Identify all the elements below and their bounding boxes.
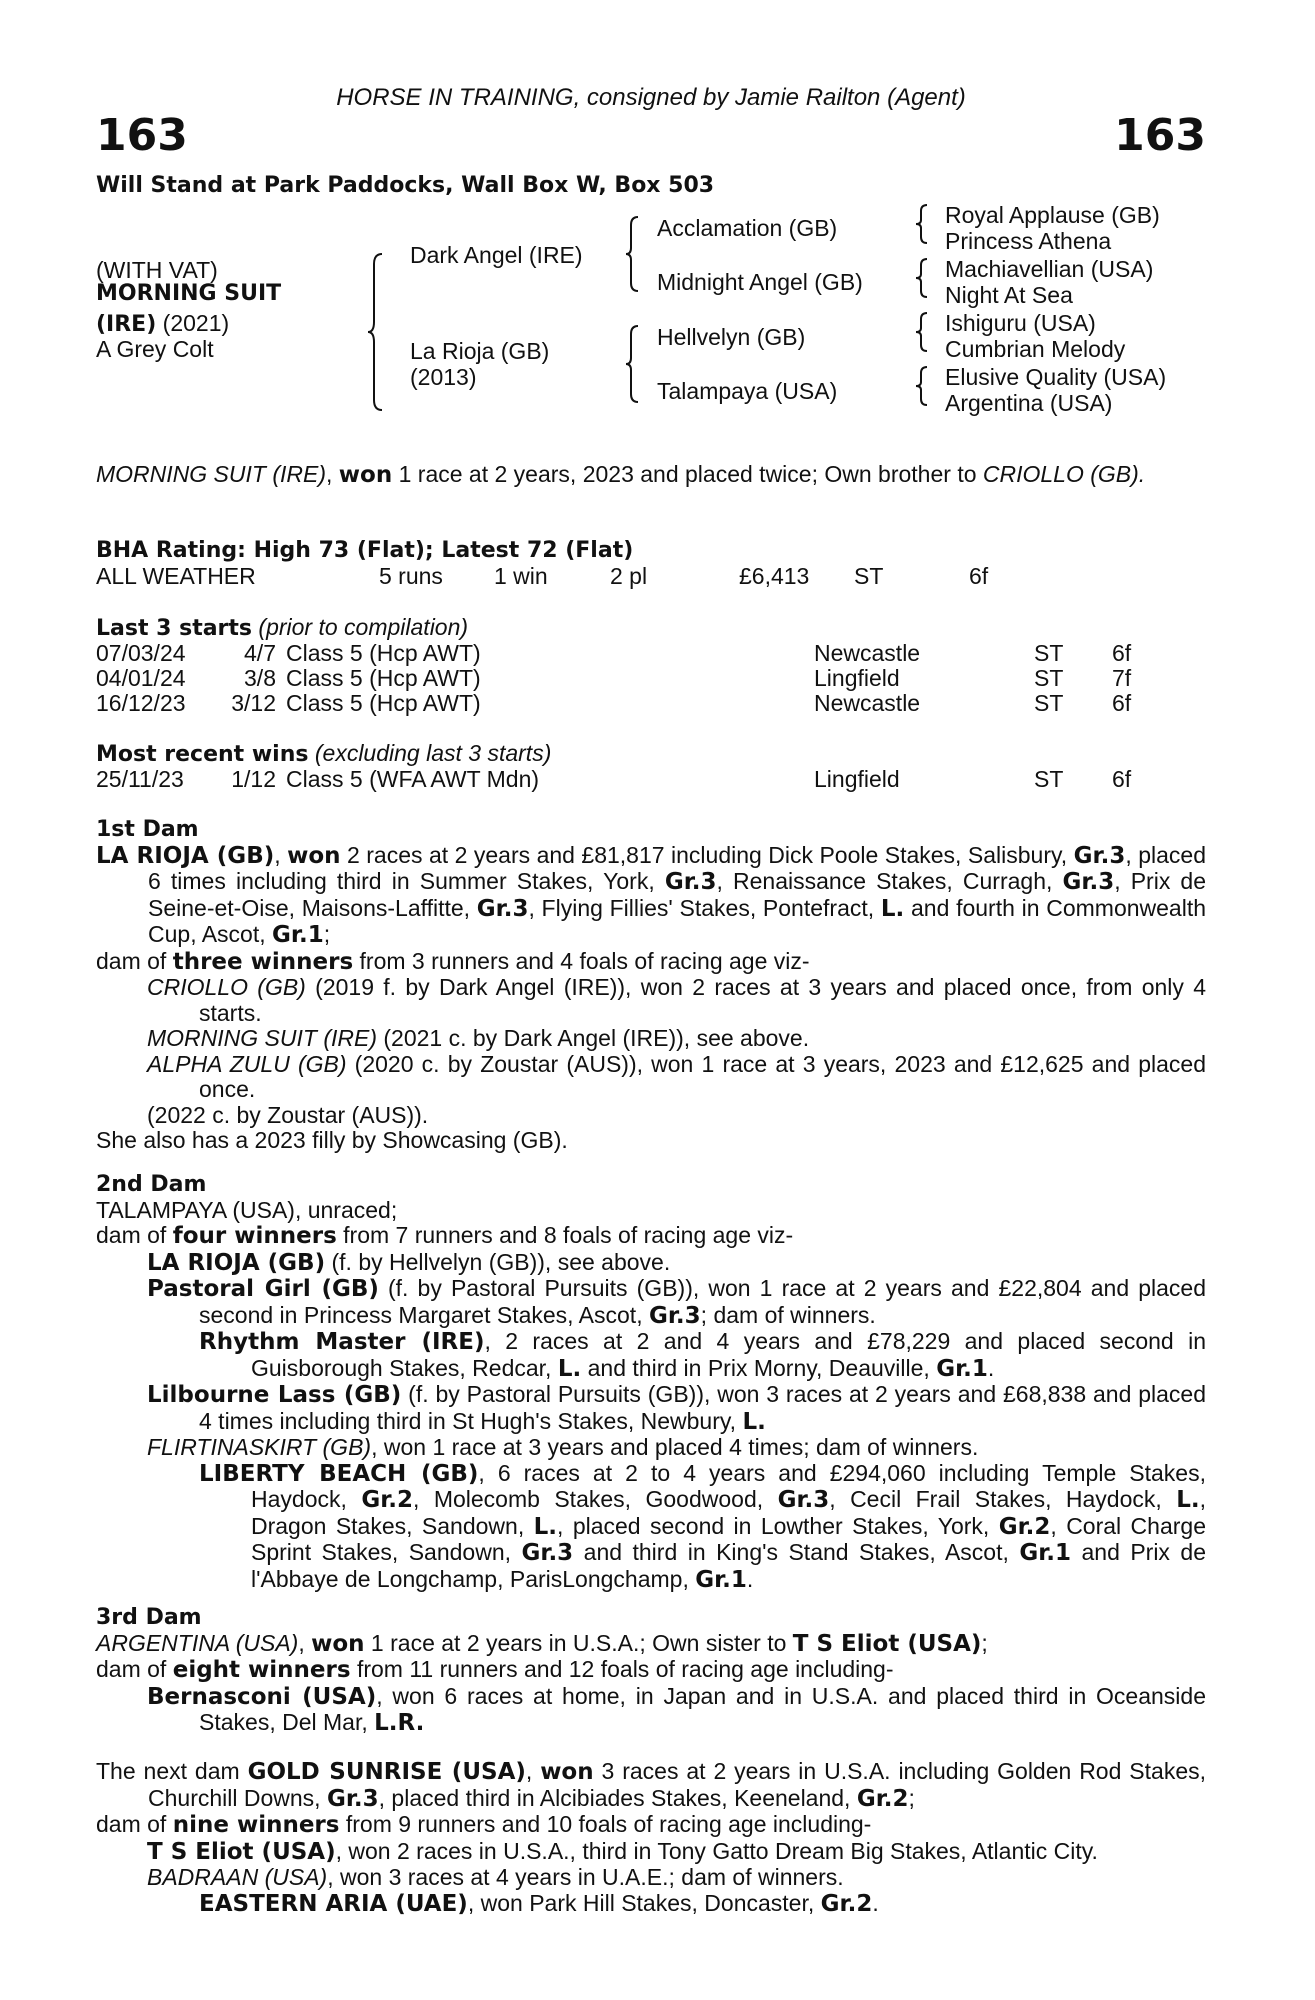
second-dam-heading: 2nd Dam [96, 1172, 207, 1197]
horse-origin-year [96, 310, 229, 337]
dss: Ishiguru (USA) [945, 310, 1096, 336]
last-start-date: 07/03/24 [96, 640, 186, 666]
last-start-class: Class 5 (Hcp AWT) [286, 665, 481, 691]
pedigree-bracket-3a [916, 203, 930, 245]
dds: Elusive Quality (USA) [945, 364, 1167, 390]
last-start-row [96, 665, 1206, 690]
third-dam-heading: 3rd Dam [96, 1605, 202, 1630]
bha-rating: BHA Rating: High 73 (Flat); Latest 72 (Flat) [96, 538, 634, 563]
last-start-course: Newcastle [814, 640, 921, 666]
horse-name: MORNING SUIT [96, 281, 282, 306]
sire-dam: Midnight Angel (GB) [657, 269, 863, 295]
last-start-going: ST [1034, 665, 1064, 691]
pedigree-bracket-3d [916, 365, 930, 407]
recent-win-row [96, 766, 1206, 791]
dam-sire: Hellvelyn (GB) [657, 324, 806, 350]
third-dam-section: 3rd Dam ARGENTINA (USA), won 1 race at 2 years in U.S.A.; Own sister to T S Eliot (USA); dam of eight winners from 11 runners and 12 foals of racing age including- Bernasconi (USA), won 6 races at home, in Japan and in U.S.A. and placed third in Oceanside Stakes, Del Mar, L.R. [96, 1605, 1206, 1736]
horse-description: A Grey Colt [96, 336, 214, 362]
last-start-going: ST [1034, 640, 1064, 666]
recent-win-class: Class 5 (WFA AWT Mdn) [286, 766, 540, 792]
recent-win-pos: 1/12 [231, 766, 276, 792]
pedigree-bracket-2a [626, 215, 642, 293]
vat-status: (WITH VAT) [96, 257, 218, 283]
recent-win-going: ST [1034, 766, 1064, 792]
last-start-dist: 6f [1112, 690, 1132, 716]
sire-sire: Acclamation (GB) [657, 215, 838, 241]
first-dam-heading: 1st Dam [96, 817, 199, 842]
ddd: Argentina (USA) [945, 390, 1113, 416]
recent-win-date: 25/11/23 [96, 766, 184, 792]
sdd: Night At Sea [945, 282, 1073, 308]
first-dam-section: 1st Dam LA RIOJA (GB), won 2 races at 2 years and £81,817 including Dick Poole Stakes, Salisbury, Gr.3, placed 6 times including third in Summer Stakes, York, Gr.3, Renaissance Stakes, Curragh, Gr.3, Prix de Seine-et-Oise, Maisons-Laffitte, Gr.3, Flying Fillies' Stakes, Pontefract, L. and fourth in Commonwealth Cup, Ascot, Gr.1; dam of three winners from 3 runners and 4 foals of racing age viz- CRIOLLO (GB) (2019 f. by Dark Angel (IRE)), won 2 races at 3 years and placed once, from only 4 starts. MORNING SUIT (IRE) (2021 c. by Dark Angel (IRE)), see above. ALPHA ZULU (GB) (2020 c. by Zoustar (AUS)), won 1 race at 3 years, 2023 and £12,625 and placed once. (2022 c. by Zoustar (AUS)). She also has a 2023 filly by Showcasing (GB). [96, 817, 1207, 1153]
last-start-row [96, 640, 1206, 665]
second-dam-section: 2nd Dam TALAMPAYA (USA), unraced; dam of four winners from 7 runners and 8 foals of racing age viz- LA RIOJA (GB) (f. by Hellvelyn (GB)), see above. Pastoral Girl (GB) (f. by Pastoral Pursuits (GB)), won 1 race at 2 years and £22,804 and placed second in Princess Margaret Stakes, Ascot, Gr.3; dam of winners. Rhythm Master (IRE), 2 races at 2 and 4 years and £78,229 and placed second in Guisborough Stakes, Redcar, L. and third in Prix Morny, Deauville, Gr.1. Lilbourne Lass (GB) (f. by Pastoral Pursuits (GB)), won 3 races at 2 years and £68,838 and placed 4 times including third in St Hugh's Stakes, Newbury, L. FLIRTINASKIRT (GB), won 1 race at 3 years and placed 4 times; dam of winners. LIBERTY BEACH (GB), 6 races at 2 to 4 years and £294,060 including Temple Stakes, Haydock, Gr.2, Molecomb Stakes, Goodwood, Gr.3, Cecil Frail Stakes, Haydock, L., Dragon Stakes, Sandown, L., placed second in Lowther Stakes, York, Gr.2, Coral Charge Sprint Stakes, Sandown, Gr.3 and third in King's Stand Stakes, Ascot, Gr.1 and Prix de l'Abbaye de Longchamp, ParisLongchamp, Gr.1. [96, 1172, 1207, 1593]
last-start-date: 04/01/24 [96, 665, 186, 691]
ssd: Princess Athena [945, 228, 1112, 254]
sire: Dark Angel (IRE) [410, 242, 583, 268]
last-start-row [96, 690, 1206, 715]
horse-country: (IRE) [96, 312, 157, 337]
last-start-dist: 6f [1112, 640, 1132, 666]
recent-win-course: Lingfield [814, 766, 900, 792]
last-start-date: 16/12/23 [96, 690, 186, 716]
last-start-pos: 3/12 [231, 690, 276, 716]
dam-year: (2013) [410, 364, 477, 390]
lot-number-right: 163 [1114, 110, 1206, 161]
stand-location: Will Stand at Park Paddocks, Wall Box W, Box 503 [96, 173, 715, 198]
pedigree-bracket-3b [916, 257, 930, 299]
consignment-header: HORSE IN TRAINING, consigned by Jamie Railton (Agent) [336, 84, 966, 111]
sds: Machiavellian (USA) [945, 256, 1154, 282]
recent-win-dist: 6f [1112, 766, 1132, 792]
last-start-going: ST [1034, 690, 1064, 716]
dam-dam: Talampaya (USA) [657, 378, 838, 404]
race-summary: MORNING SUIT (IRE), won 1 race at 2 years, 2023 and placed twice; Own brother to CRIOLLO (GB). [96, 461, 1146, 488]
last-start-class: Class 5 (Hcp AWT) [286, 690, 481, 716]
dsd: Cumbrian Melody [945, 336, 1126, 362]
next-dam-section: The next dam GOLD SUNRISE (USA), won 3 races at 2 years in U.S.A. including Golden Rod Stakes, Churchill Downs, Gr.3, placed third in Alcibiades Stakes, Keeneland, Gr.2; dam of nine winners from 9 runners and 10 foals of racing age including- T S Eliot (USA), won 2 races in U.S.A., third in Tony Gatto Dream Big Stakes, Atlantic City. BADRAAN (USA), won 3 races at 4 years in U.A.E.; dam of winners. EASTERN ARIA (UAE), won Park Hill Stakes, Doncaster, Gr.2. [96, 1758, 1207, 1917]
last-start-dist: 7f [1112, 665, 1132, 691]
rating-summary-row: ALL WEATHER 5 runs 1 win 2 pl £6,413 ST 6f [96, 563, 989, 589]
last-start-pos: 3/8 [244, 665, 276, 691]
last-start-course: Newcastle [814, 690, 921, 716]
recent-wins-heading: Most recent wins (excluding last 3 starts) [96, 740, 552, 767]
pedigree-bracket-1 [368, 252, 388, 412]
lot-number-left: 163 [96, 110, 188, 161]
last-start-course: Lingfield [814, 665, 900, 691]
last-start-pos: 4/7 [244, 640, 276, 666]
dam: La Rioja (GB) [410, 338, 550, 364]
pedigree-bracket-3c [916, 311, 930, 353]
last-start-class: Class 5 (Hcp AWT) [286, 640, 481, 666]
sss: Royal Applause (GB) [945, 202, 1160, 228]
horse-year: (2021) [162, 310, 230, 336]
last-3-heading: Last 3 starts (prior to compilation) [96, 614, 469, 641]
pedigree-bracket-2b [626, 324, 642, 404]
